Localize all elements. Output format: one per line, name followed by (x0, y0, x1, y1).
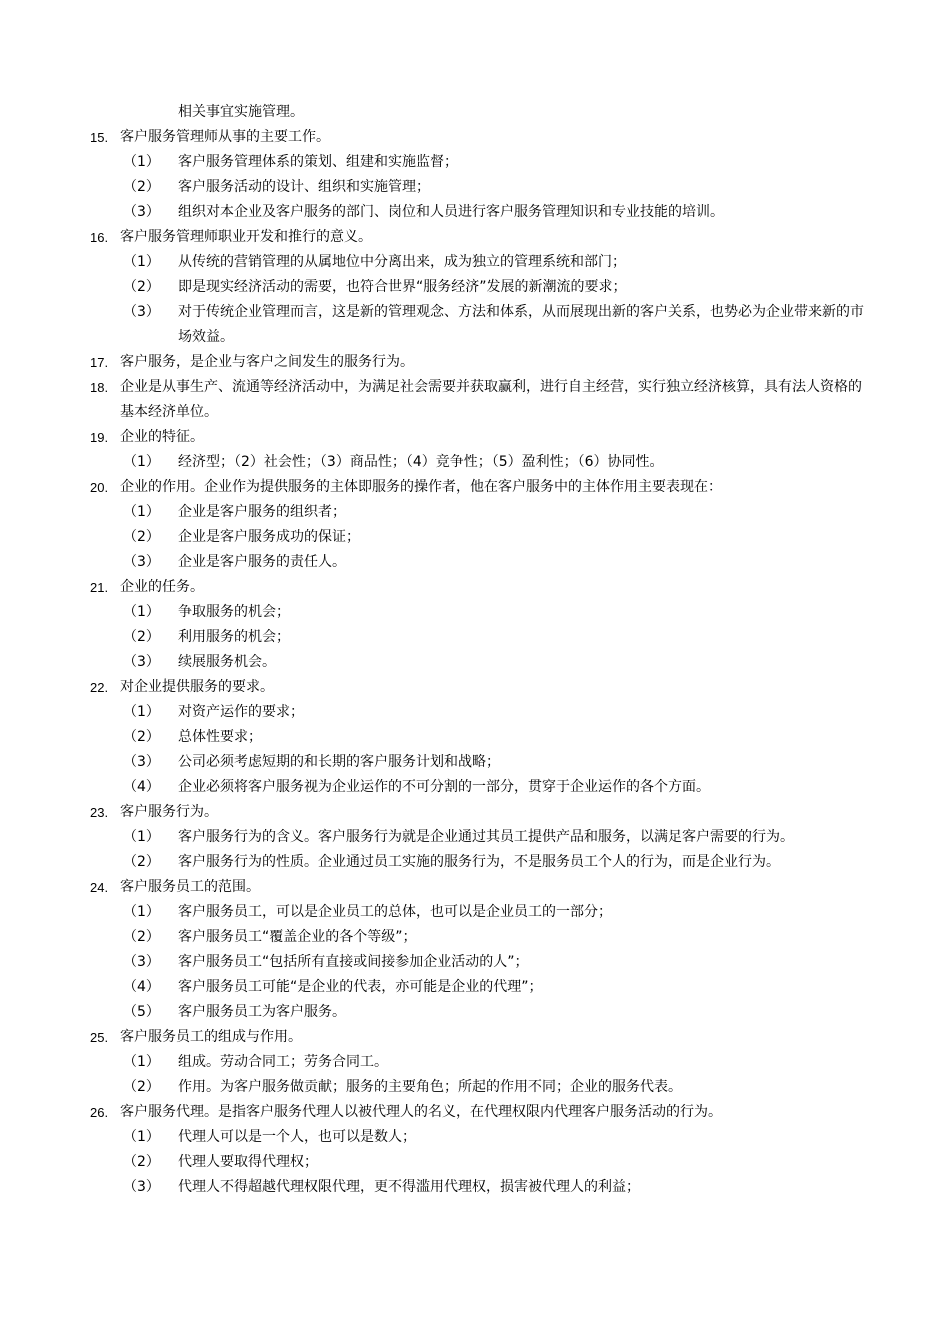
sub-item-number: （2） (123, 179, 160, 195)
sub-item-text: 代理人不得超越代理权限代理，更不得滥用代理权，损害被代理人的利益； (178, 1179, 640, 1195)
item-text: 企业的任务。 (120, 579, 204, 595)
list-item (90, 425, 870, 450)
item-text: 对企业提供服务的要求。 (120, 679, 274, 695)
item-text: 企业是从事生产、流通等经济活动中，为满足社会需要并获取赢利，进行自主经营，实行独立经济核算，具有法人资格的基本经济单位。 (120, 379, 862, 420)
sub-item-number: （1） (123, 154, 160, 170)
sub-item (90, 700, 870, 725)
sub-item-text: 客户服务员工“覆盖企业的各个等级”； (178, 929, 417, 945)
sub-item (90, 500, 870, 525)
sub-item (90, 150, 870, 175)
sub-item (90, 1000, 870, 1025)
sub-item-number: （1） (123, 604, 160, 620)
item-text: 客户服务员工的组成与作用。 (120, 1029, 302, 1045)
sub-item-number: （2） (123, 529, 160, 545)
item-number: 16. (90, 230, 109, 245)
sub-item-text: 客户服务员工“包括所有直接或间接参加企业活动的人”； (178, 954, 529, 970)
list-item (90, 350, 870, 375)
item-number: 23. (90, 805, 109, 820)
sub-item-number: （2） (123, 1079, 160, 1095)
item-number: 21. (90, 580, 109, 595)
sub-item (90, 1175, 870, 1200)
sub-item-number: （1） (123, 1054, 160, 1070)
list-item (90, 1100, 870, 1125)
sub-item (90, 550, 870, 575)
sub-item-text: 对于传统企业管理而言，这是新的管理观念、方法和体系，从而展现出新的客户关系，也势必为企业带来新的市场效益。 (178, 304, 864, 345)
sub-item-number: （2） (123, 629, 160, 645)
sub-item (90, 1150, 870, 1175)
sub-item-number: （1） (123, 904, 160, 920)
sub-item-number: （1） (123, 1129, 160, 1145)
item-text: 客户服务代理。是指客户服务代理人以被代理人的名义，在代理权限内代理客户服务活动的行为。 (120, 1104, 722, 1120)
item-text: 客户服务，是企业与客户之间发生的服务行为。 (120, 354, 414, 370)
sub-item-text: 客户服务行为的性质。企业通过员工实施的服务行为，不是服务员工个人的行为，而是企业行为。 (178, 854, 780, 870)
list-item (90, 225, 870, 250)
sub-item-text: 从传统的营销管理的从属地位中分离出来，成为独立的管理系统和部门； (178, 254, 626, 270)
sub-item-text: 代理人要取得代理权； (178, 1154, 318, 1170)
sub-item-number: （3） (123, 754, 160, 770)
item-number: 25. (90, 1030, 109, 1045)
sub-item-number: （1） (123, 504, 160, 520)
list-item (90, 675, 870, 700)
item-number: 24. (90, 880, 109, 895)
item-text: 客户服务管理师职业开发和推行的意义。 (120, 229, 372, 245)
sub-item-number: （3） (123, 204, 160, 220)
sub-item-number: （3） (123, 1179, 160, 1195)
item-number: 26. (90, 1105, 109, 1120)
sub-item-text: 客户服务员工为客户服务。 (178, 1004, 346, 1020)
item-number: 20. (90, 480, 109, 495)
sub-item-text: 公司必须考虑短期的和长期的客户服务计划和战略； (178, 754, 500, 770)
document-body (90, 100, 870, 1200)
sub-item-text: 利用服务的机会； (178, 629, 290, 645)
list-item (90, 125, 870, 150)
sub-item-number: （3） (123, 954, 160, 970)
sub-item-number: （1） (123, 254, 160, 270)
list-item (90, 1025, 870, 1050)
item-text: 客户服务行为。 (120, 804, 218, 820)
sub-item-text: 组成。劳动合同工；劳务合同工。 (178, 1054, 388, 1070)
sub-item-text: 作用。为客户服务做贡献；服务的主要角色；所起的作用不同；企业的服务代表。 (178, 1079, 682, 1095)
list-item (90, 475, 870, 500)
item-text: 客户服务管理师从事的主要工作。 (120, 129, 330, 145)
sub-item-text: 客户服务员工可能“是企业的代表，亦可能是企业的代理”； (178, 979, 543, 995)
sub-item-number: （3） (123, 554, 160, 570)
sub-item (90, 175, 870, 200)
sub-item (90, 625, 870, 650)
sub-item (90, 825, 870, 850)
sub-item (90, 725, 870, 750)
sub-item-text: 续展服务机会。 (178, 654, 276, 670)
sub-item (90, 900, 870, 925)
sub-item-text: 即是现实经济活动的需要，也符合世界“服务经济”发展的新潮流的要求； (178, 279, 627, 295)
sub-item (90, 525, 870, 550)
sub-item (90, 300, 870, 350)
sub-item-number: （1） (123, 829, 160, 845)
sub-item (90, 1125, 870, 1150)
sub-item-number: （2） (123, 854, 160, 870)
sub-item-text: 代理人可以是一个人，也可以是数人； (178, 1129, 416, 1145)
list-item (90, 800, 870, 825)
sub-item-text: 企业是客户服务的组织者； (178, 504, 346, 520)
sub-item-text: 客户服务员工，可以是企业员工的总体，也可以是企业员工的一部分； (178, 904, 612, 920)
sub-item-text: 企业必须将客户服务视为企业运作的不可分割的一部分，贯穿于企业运作的各个方面。 (178, 779, 710, 795)
list-item (90, 875, 870, 900)
list-item (90, 575, 870, 600)
sub-item (90, 600, 870, 625)
sub-item (90, 850, 870, 875)
sub-item (90, 1075, 870, 1100)
item-number: 18. (90, 380, 109, 395)
sub-item-text: 组织对本企业及客户服务的部门、岗位和人员进行客户服务管理知识和专业技能的培训。 (178, 204, 724, 220)
item-text: 企业的作用。企业作为提供服务的主体即服务的操作者，他在客户服务中的主体作用主要表现在： (120, 479, 722, 495)
sub-item (90, 275, 870, 300)
sub-item-number: （2） (123, 1154, 160, 1170)
sub-item-text: 客户服务活动的设计、组织和实施管理； (178, 179, 430, 195)
sub-item-text: 企业是客户服务成功的保证； (178, 529, 360, 545)
sub-item-number: （1） (123, 454, 160, 470)
sub-item-text: 争取服务的机会； (178, 604, 290, 620)
sub-item-text: 客户服务管理体系的策划、组建和实施监督； (178, 154, 458, 170)
sub-item (90, 975, 870, 1000)
sub-item (90, 450, 870, 475)
sub-item-number: （4） (123, 779, 160, 795)
sub-item (90, 650, 870, 675)
sub-item (90, 750, 870, 775)
sub-item-number: （1） (123, 704, 160, 720)
sub-item-text: 总体性要求； (178, 729, 262, 745)
sub-item (90, 1050, 870, 1075)
item-number: 17. (90, 355, 109, 370)
sub-item-number: （5） (123, 1004, 160, 1020)
sub-item-text: 客户服务行为的含义。客户服务行为就是企业通过其员工提供产品和服务，以满足客户需要的行为。 (178, 829, 794, 845)
sub-item (90, 250, 870, 275)
sub-item-text: 经济型；（2）社会性；（3）商品性；（4）竞争性；（5）盈利性；（6）协同性。 (178, 454, 664, 470)
item-number: 22. (90, 680, 109, 695)
sub-item (90, 950, 870, 975)
sub-item-number: （3） (123, 654, 160, 670)
sub-item-number: （2） (123, 929, 160, 945)
continuation-line: 相关事宜实施管理。 (178, 104, 304, 120)
sub-item-number: （2） (123, 729, 160, 745)
sub-item (90, 200, 870, 225)
item-number: 15. (90, 130, 109, 145)
sub-item-text: 对资产运作的要求； (178, 704, 304, 720)
list-item (90, 375, 870, 425)
sub-item (90, 925, 870, 950)
item-text: 企业的特征。 (120, 429, 204, 445)
item-text: 客户服务员工的范围。 (120, 879, 260, 895)
sub-item-number: （3） (123, 304, 160, 320)
sub-item (90, 775, 870, 800)
item-number: 19. (90, 430, 109, 445)
sub-item-number: （2） (123, 279, 160, 295)
sub-item-text: 企业是客户服务的责任人。 (178, 554, 346, 570)
sub-item-number: （4） (123, 979, 160, 995)
